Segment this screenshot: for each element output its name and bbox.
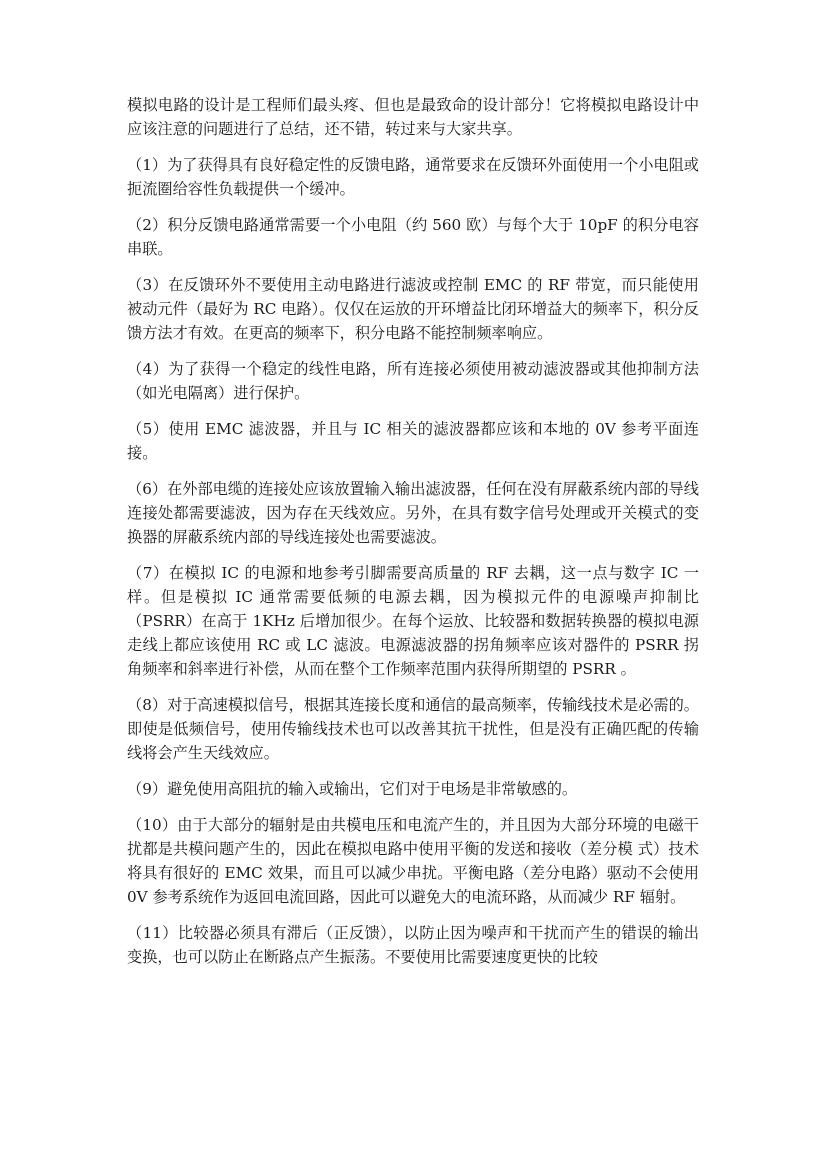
paragraph-item-8: （8）对于高速模拟信号，根据其连接长度和通信的最高频率，传输线技术是必需的。即使是低频信号，使用传输线技术也可以改善其抗干扰性，但是没有正确匹配的传输线将会产生天线效应。 [127,696,699,762]
paragraph-item-3: （3）在反馈环外不要使用主动电路进行滤波或控制 EMC 的 RF 带宽，而只能使用被动元件（最好为 RC 电路）。仅仅在运放的开环增益比闭环增益大的频率下，积分反馈方法才有效。在更高的频率下，积分电路不能控制频率响应。 [127,276,699,342]
paragraph-item-5: （5）使用 EMC 滤波器，并且与 IC 相关的滤波器都应该和本地的 0V 参考平面连接。 [127,420,699,462]
paragraph-item-7: （7）在模拟 IC 的电源和地参考引脚需要高质量的 RF 去耦，这一点与数字 IC 一样。但是模拟 IC 通常需要低频的电源去耦，因为模拟元件的电源噪声抑制比（PSRR）在高于 1KHz 后增加很少。在每个运放、比较器和数据转换器的模拟电源走线上都应该使用 RC 或 LC 滤波。电源滤波器的拐角频率应该对器件的 PSRR 拐角频率和斜率进行补偿，从而在整个工作频率范围内获得所期望的 PSRR 。 [127,564,699,678]
paragraph-item-1: （1）为了获得具有良好稳定性的反馈电路，通常要求在反馈环外面使用一个小电阻或扼流圈给容性负载提供一个缓冲。 [127,156,699,198]
paragraph-item-2: （2）积分反馈电路通常需要一个小电阻（约 560 欧）与每个大于 10pF 的积分电容串联。 [127,216,699,258]
paragraph-item-11: （11）比较器必须具有滞后（正反馈），以防止因为噪声和干扰而产生的错误的输出变换，也可以防止在断路点产生振荡。不要使用比需要速度更快的比较 [127,924,699,966]
document-body [127,93,699,969]
paragraph-item-4: （4）为了获得一个稳定的线性电路，所有连接必须使用被动滤波器或其他抑制方法（如光电隔离）进行保护。 [127,360,699,402]
paragraph-item-9: （9）避免使用高阻抗的输入或输出，它们对于电场是非常敏感的。 [127,780,578,798]
paragraph-item-10: （10）由于大部分的辐射是由共模电压和电流产生的，并且因为大部分环境的电磁干扰都是共模问题产生的，因此在模拟电路中使用平衡的发送和接收（差分模 式）技术将具有很好的 EMC 效果，而且可以减少串扰。平衡电路（差分电路）驱动不会使用 0V 参考系统作为返回电流回路，因此可以避免大的电流环路，从而减少 RF 辐射。 [127,816,699,906]
paragraph-intro: 模拟电路的设计是工程师们最头疼、但也是最致命的设计部分！它将模拟电路设计中应该注意的问题进行了总结，还不错，转过来与大家共享。 [127,96,699,138]
paragraph-item-6: （6）在外部电缆的连接处应该放置输入输出滤波器，任何在没有屏蔽系统内部的导线连接处都需要滤波，因为存在天线效应。另外，在具有数字信号处理或开关模式的变换器的屏蔽系统内部的导线连接处也需要滤波。 [127,480,699,546]
